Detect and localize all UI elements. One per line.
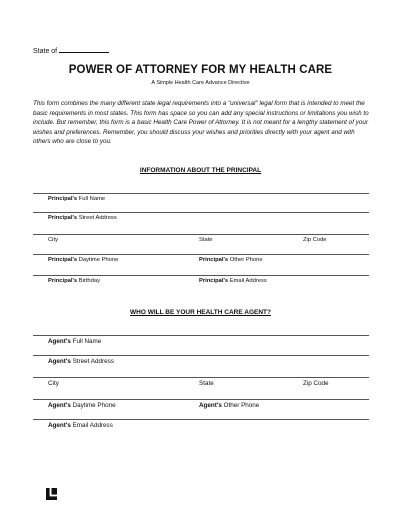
agent-zip-label: Zip Code (303, 380, 329, 387)
principal-street-address-label: Principal's Street Address (48, 215, 117, 221)
agent-street-address-label: Agent's Street Address (48, 358, 114, 365)
agent-daytime-phone-label: Agent's Daytime Phone (48, 402, 116, 409)
intro-paragraph: This form combines the many different state legal requirements into a "universal" legal form that is intended to meet the basic requirements in most states. This form has space so you can add any special instructions or limitations you wish to include. But remember, this form is a basic Health Care Power of Attorney. It is not meant for a lengthy statement of your wishes and preferences. Remember, you should discuss your wishes and priorities directly with your agent and with others who are close to you. (33, 100, 369, 145)
state-of-field (33, 46, 109, 55)
state-of-blank[interactable] (59, 46, 109, 53)
principal-email-label: Principal's Email Address (199, 278, 267, 284)
principal-section-heading: INFORMATION ABOUT THE PRINCIPAL (139, 167, 262, 174)
agent-section-heading: WHO WILL BE YOUR HEALTH CARE AGENT? (130, 309, 271, 316)
agent-city-state-zip-row[interactable] (33, 377, 369, 391)
document-subtitle: A Simple Health Care Advance Directive (151, 80, 250, 86)
principal-full-name-label: Principal's Full Name (48, 196, 106, 202)
principal-full-name-row[interactable] (33, 193, 369, 207)
principal-city-label: City (48, 237, 58, 243)
principal-city-state-zip-row[interactable] (33, 234, 369, 248)
agent-full-name-row[interactable] (33, 335, 369, 349)
agent-email-label: Agent's Email Address (48, 422, 113, 429)
principal-other-phone-label: Principal's Other Phone (199, 257, 263, 263)
principal-zip-label: Zip Code (303, 237, 327, 243)
principal-street-address-row[interactable] (33, 212, 369, 226)
agent-street-address-row[interactable] (33, 355, 369, 369)
principal-birthday-label: Principal's Birthday (48, 278, 100, 284)
principal-state-label: State (199, 237, 213, 243)
agent-phone-row[interactable] (33, 399, 369, 413)
principal-phone-row[interactable] (33, 254, 369, 268)
legal-templates-logo-icon (46, 488, 57, 500)
state-of-label: State of (33, 48, 58, 55)
agent-state-label: State (199, 380, 214, 387)
principal-daytime-phone-label: Principal's Daytime Phone (48, 257, 119, 263)
agent-full-name-label: Agent's Full Name (48, 338, 102, 345)
agent-email-row[interactable] (33, 419, 369, 433)
document-title: POWER OF ATTORNEY FOR MY HEALTH CARE (68, 64, 333, 76)
agent-city-label: City (48, 380, 59, 387)
principal-birthday-email-row[interactable] (33, 275, 369, 289)
agent-other-phone-label: Agent's Other Phone (199, 402, 260, 409)
